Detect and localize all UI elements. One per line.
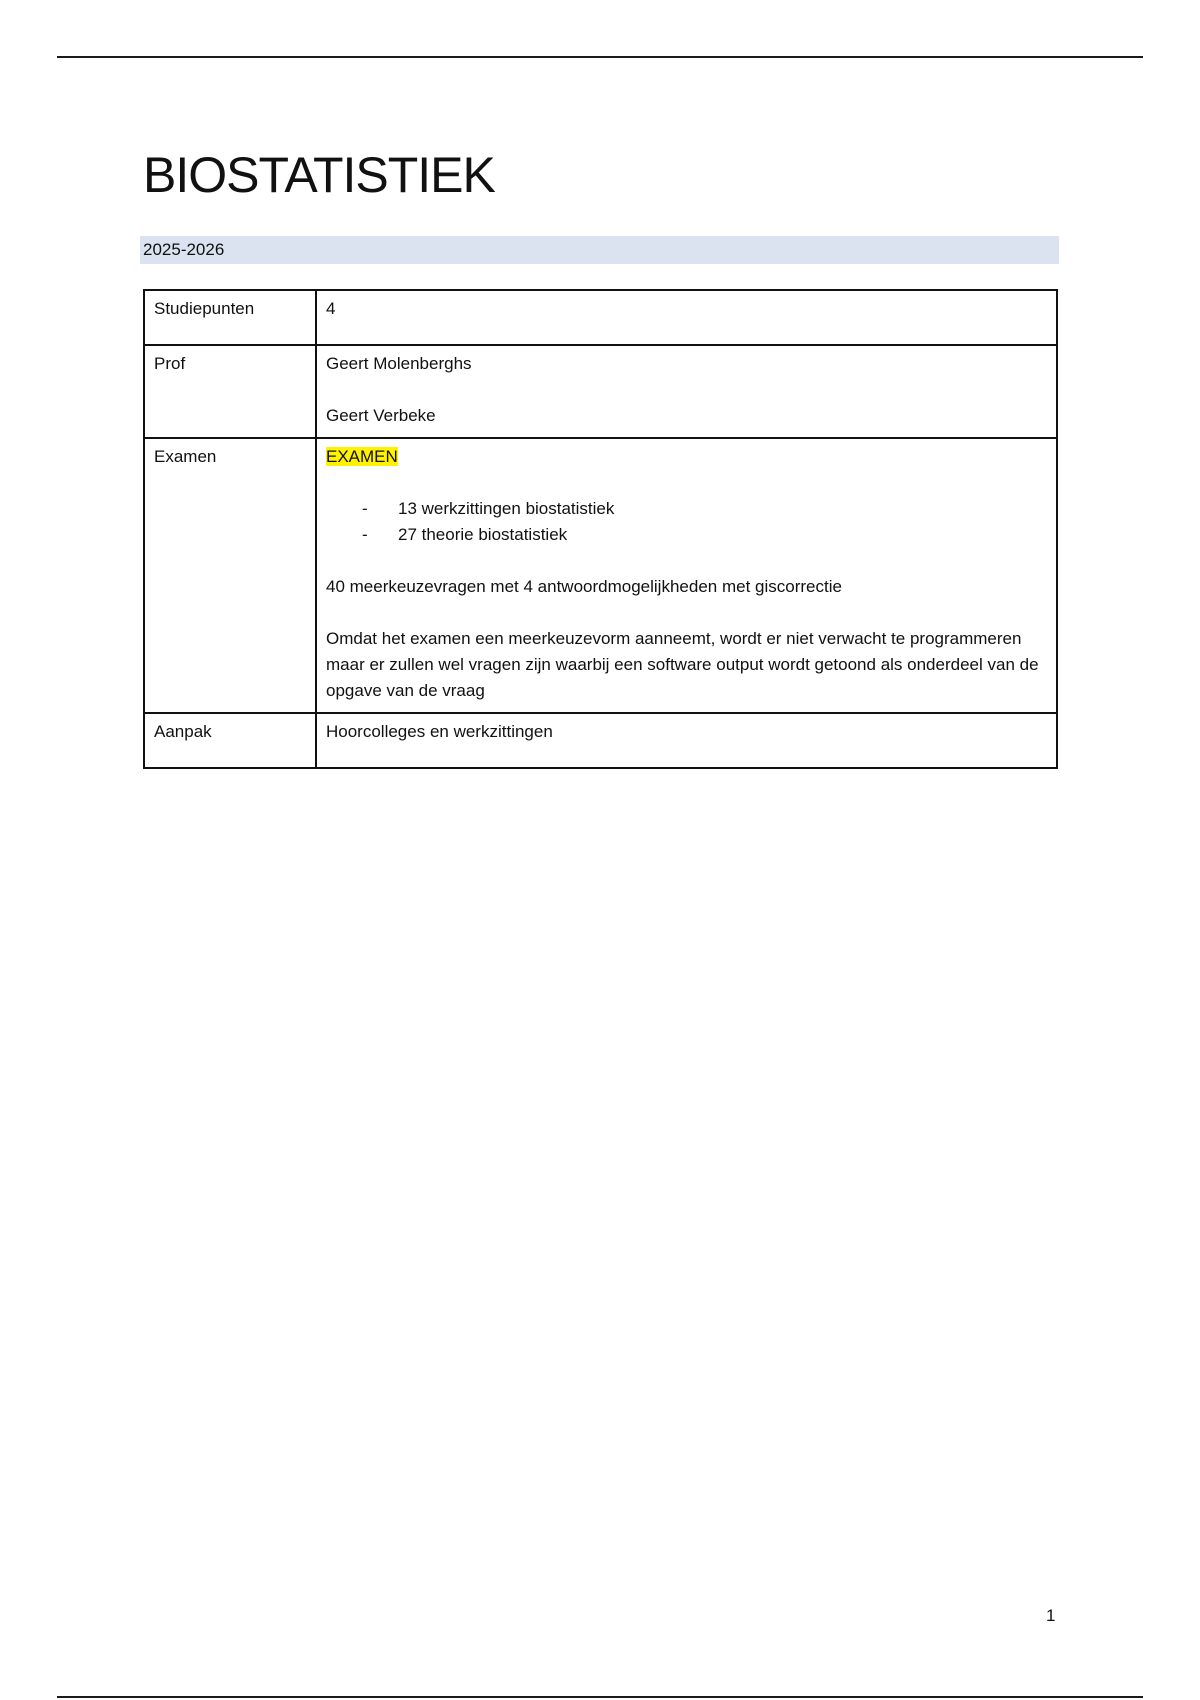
studiepunten-label: Studiepunten bbox=[144, 290, 316, 345]
header-rule bbox=[57, 56, 1143, 58]
list-item-text: 13 werkzittingen biostatistiek bbox=[398, 499, 615, 518]
document-title: BIOSTATISTIEK bbox=[143, 147, 495, 203]
aanpak-label: Aanpak bbox=[144, 713, 316, 768]
list-item bbox=[326, 496, 1047, 522]
table-row-studiepunten bbox=[144, 290, 1057, 345]
studiepunten-value: 4 bbox=[316, 290, 1057, 345]
course-info-table bbox=[143, 289, 1058, 769]
prof-name: Geert Verbeke bbox=[326, 406, 436, 425]
footer-rule bbox=[57, 1696, 1143, 1698]
academic-year-banner: 2025-2026 bbox=[140, 236, 1059, 264]
prof-value bbox=[316, 345, 1057, 438]
list-item-text: 27 theorie biostatistiek bbox=[398, 525, 568, 544]
table-row-examen bbox=[144, 438, 1057, 713]
dash-marker: - bbox=[362, 499, 368, 518]
examen-heading bbox=[326, 444, 1047, 470]
examen-note: Omdat het examen een meerkeuzevorm aanneemt, wordt er niet verwacht te programmeren maar er zullen wel vragen zijn waarbij een software output wordt getoond als onderdeel van de opgave van de vraag bbox=[326, 629, 1039, 700]
examen-list bbox=[326, 496, 1047, 548]
prof-label: Prof bbox=[144, 345, 316, 438]
table-row-prof bbox=[144, 345, 1057, 438]
examen-value bbox=[316, 438, 1057, 713]
examen-format: 40 meerkeuzevragen met 4 antwoordmogelijkheden met giscorrectie bbox=[326, 577, 842, 596]
examen-label: Examen bbox=[144, 438, 316, 713]
page-number: 1 bbox=[1046, 1606, 1056, 1625]
list-item bbox=[326, 522, 1047, 548]
table-row-aanpak bbox=[144, 713, 1057, 768]
prof-name: Geert Molenberghs bbox=[326, 354, 472, 373]
dash-marker: - bbox=[362, 525, 368, 544]
aanpak-value: Hoorcolleges en werkzittingen bbox=[316, 713, 1057, 768]
examen-highlight: EXAMEN bbox=[326, 447, 398, 466]
